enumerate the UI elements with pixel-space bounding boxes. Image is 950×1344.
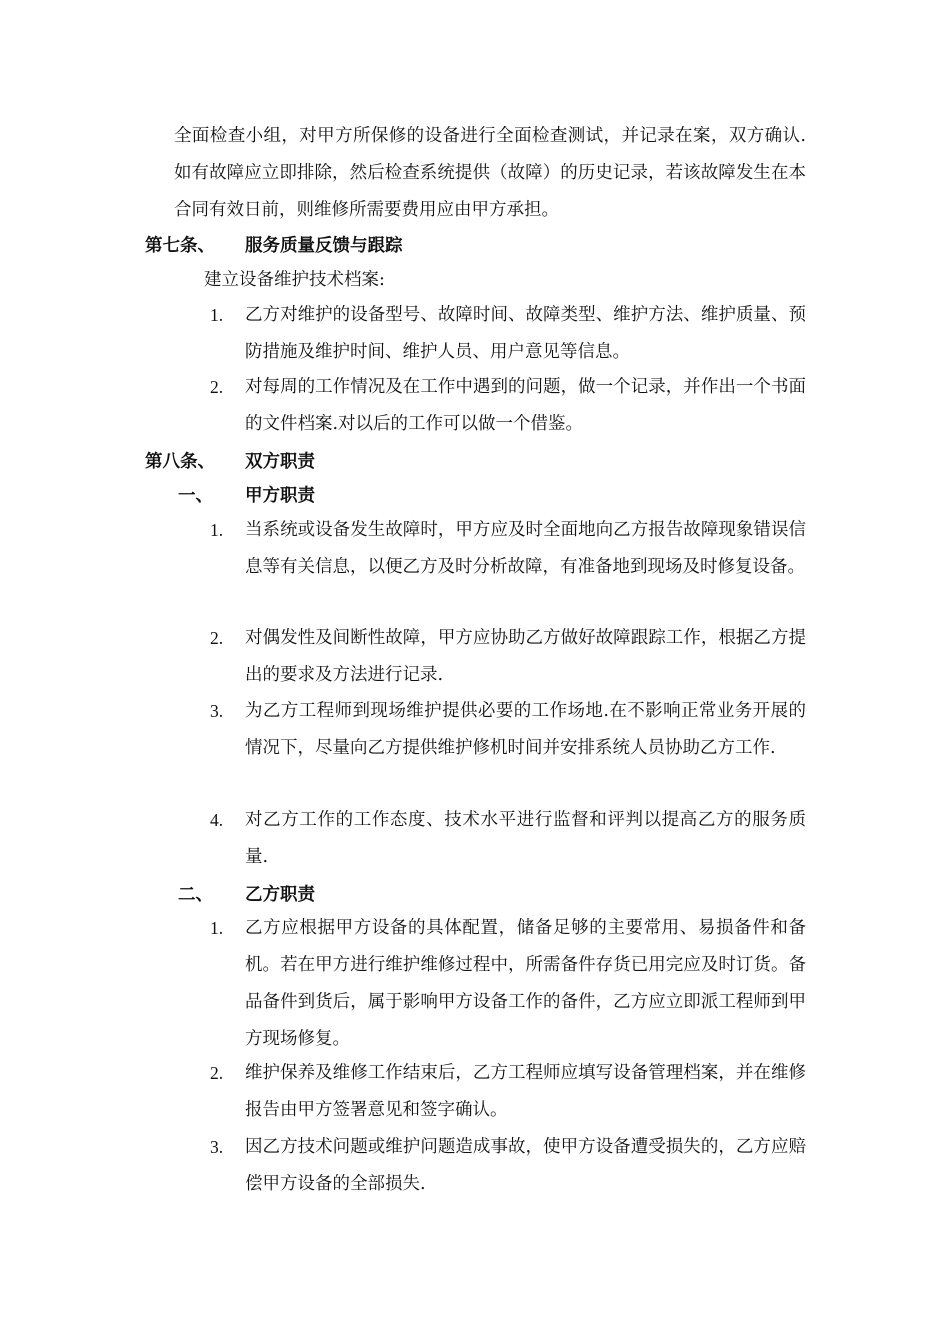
list-item-number: 1.: [210, 520, 224, 540]
list-item: [210, 369, 806, 443]
list-item: [210, 512, 806, 586]
article-7-number: 第七条、: [145, 236, 215, 256]
list-item-text: 为乙方工程师到现场维护提供必要的工作场地.在不影响正常业务开展的情况下，尽量向乙方提供维护修机时间并安排系统人员协助乙方工作.: [245, 701, 806, 758]
section-b-title: 乙方职责: [245, 885, 315, 905]
list-item-number: 3.: [210, 701, 224, 721]
section-b-number: 二、: [178, 885, 213, 905]
article-7-heading: [145, 231, 403, 261]
list-item: [210, 910, 806, 1058]
list-item-text: 乙方对维护的设备型号、故障时间、故障类型、维护方法、维护质量、预防措施及维护时间、维护人员、用户意见等信息。: [245, 305, 806, 362]
list-item: [210, 693, 806, 767]
list-item: [210, 620, 806, 694]
list-item: [210, 297, 806, 371]
list-item-number: 1.: [210, 305, 224, 325]
article-8-title: 双方职责: [245, 452, 315, 472]
list-item-number: 2.: [210, 628, 224, 648]
article-7-intro: 建立设备维护技术档案:: [204, 270, 385, 290]
list-item-text: 当系统或设备发生故障时，甲方应及时全面地向乙方报告故障现象错误信息等有关信息，以便乙方及时分析故障，有准备地到现场及时修复设备。: [245, 520, 806, 577]
section-a-title: 甲方职责: [245, 486, 315, 506]
section-a-heading: [178, 481, 315, 511]
article-8-heading: [145, 447, 315, 477]
list-item-text: 对偶发性及间断性故障，甲方应协助乙方做好故障跟踪工作，根据乙方提出的要求及方法进行记录.: [245, 628, 806, 685]
list-item-number: 1.: [210, 918, 224, 938]
list-item-number: 3.: [210, 1137, 224, 1157]
article-8-number: 第八条、: [145, 452, 215, 472]
list-item-text: 乙方应根据甲方设备的具体配置，储备足够的主要常用、易损备件和备机。若在甲方进行维护维修过程中，所需备件存货已用完应及时订货。备品备件到货后，属于影响甲方设备工作的备件，乙方应立即派工程师到甲方现场修复。: [245, 918, 806, 1049]
list-item-text: 对每周的工作情况及在工作中遇到的问题，做一个记录，并作出一个书面的文件档案.对以后的工作可以做一个借鉴。: [245, 377, 806, 434]
list-item-text: 维护保养及维修工作结束后，乙方工程师应填写设备管理档案，并在维修报告由甲方签署意见和签字确认。: [245, 1063, 806, 1120]
article-7-title: 服务质量反馈与跟踪: [245, 236, 403, 256]
list-item: [210, 1055, 806, 1129]
list-item-number: 2.: [210, 1063, 224, 1083]
list-item-number: 2.: [210, 377, 224, 397]
list-item-text: 对乙方工作的工作态度、技术水平进行监督和评判以提高乙方的服务质量.: [245, 810, 806, 867]
list-item: [210, 1129, 806, 1203]
section-a-number: 一、: [178, 486, 213, 506]
list-item: [210, 802, 806, 876]
continuation-paragraph: 全面检查小组，对甲方所保修的设备进行全面检查测试，并记录在案，双方确认.如有故障应立即排除，然后检查系统提供（故障）的历史记录，若该故障发生在本合同有效日前，则维修所需要费用应由甲方承担。: [174, 126, 806, 220]
list-item-number: 4.: [210, 810, 224, 830]
list-item-text: 因乙方技术问题或维护问题造成事故，使甲方设备遭受损失的，乙方应赔偿甲方设备的全部损失.: [245, 1137, 806, 1194]
section-b-heading: [178, 880, 315, 910]
